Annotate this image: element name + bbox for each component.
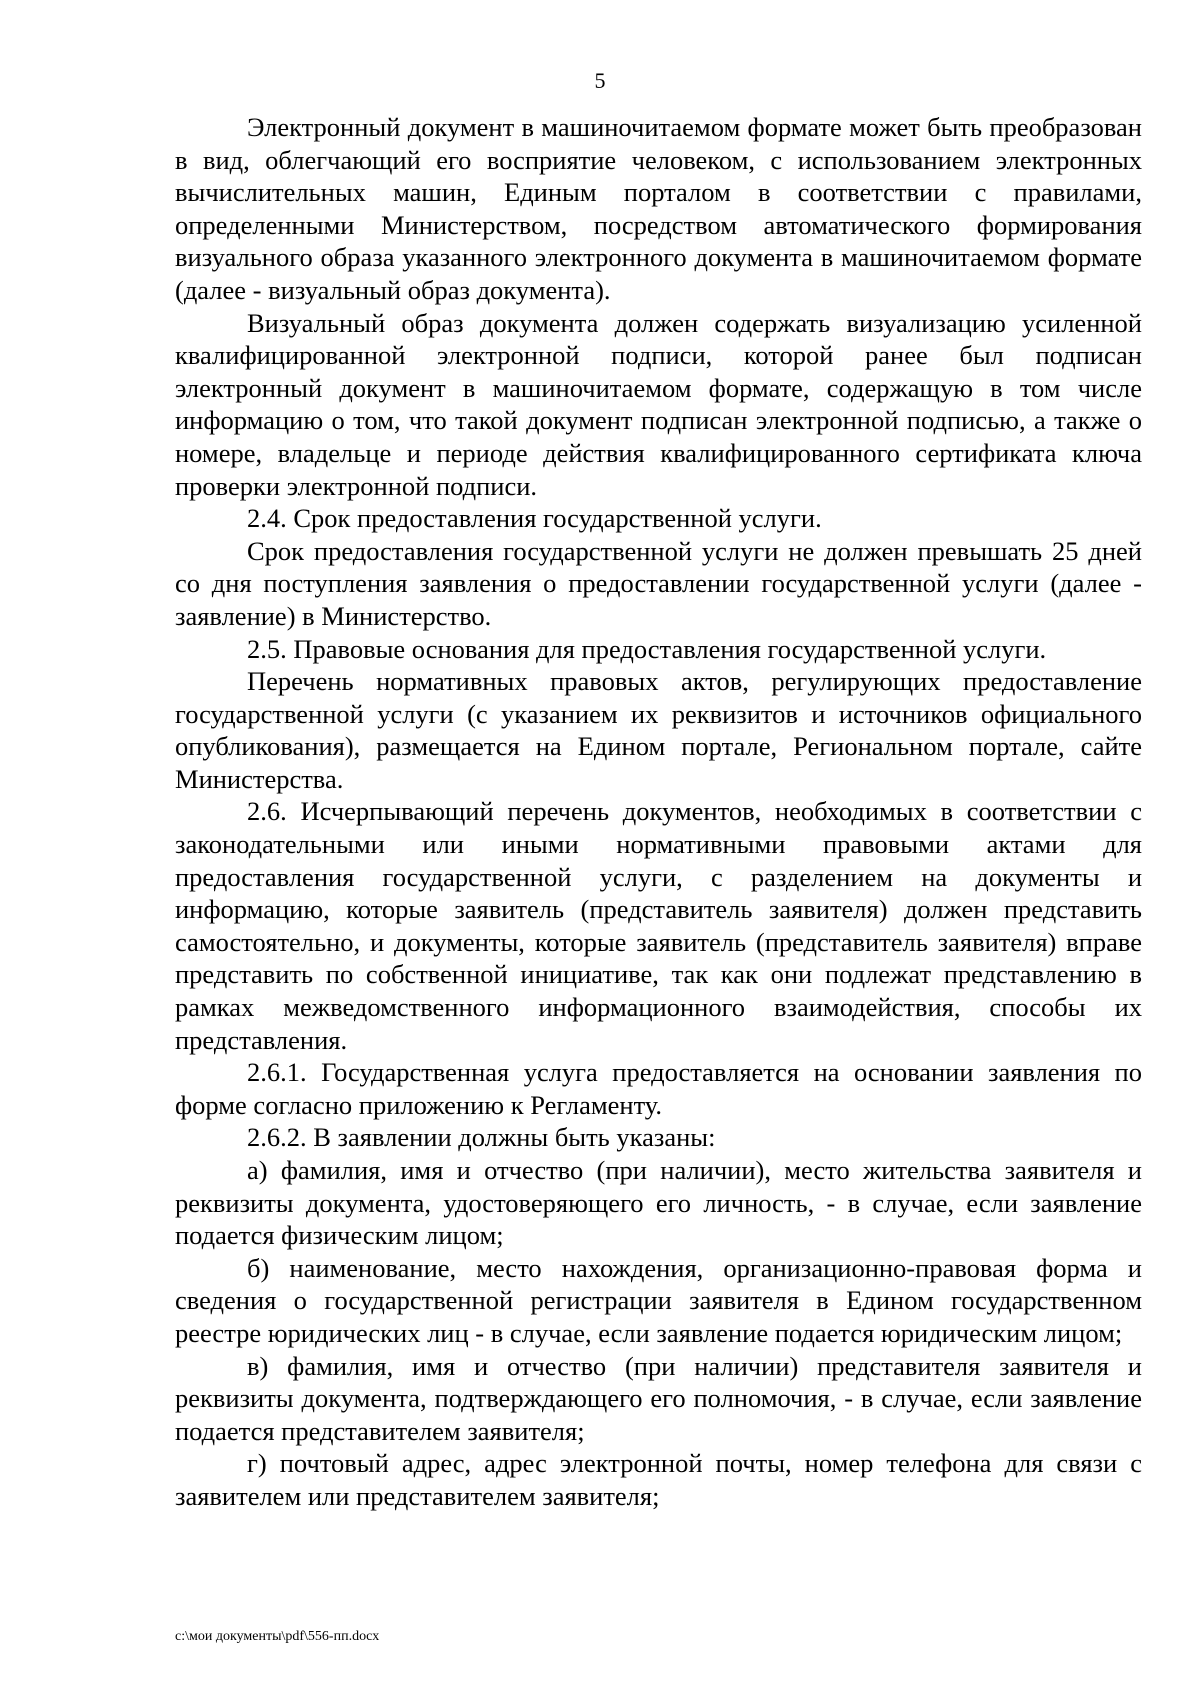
list-item-v: в) фамилия, имя и отчество (при наличии) представителя заявителя и реквизиты документа, подтверждающего его полномочия, - в случае, если заявление подается представителем заявителя;	[175, 1350, 1142, 1446]
section-heading-2-4: 2.4. Срок предоставления государственной услуги.	[247, 503, 822, 534]
list-item-g: г) почтовый адрес, адрес электронной почты, номер телефона для связи с заявителем или представителем заявителя;	[175, 1448, 1142, 1511]
paragraph-2-6-1: 2.6.1. Государственная услуга предоставляется на основании заявления по форме согласно приложению к Регламенту.	[175, 1057, 1142, 1120]
paragraph-service-term: Срок предоставления государственной услуги не должен превышать 25 дней со дня поступления заявления о предоставлении государственной услуги (далее - заявление) в Министерство.	[175, 535, 1142, 631]
list-item-a: а) фамилия, имя и отчество (при наличии), место жительства заявителя и реквизиты документа, удостоверяющего его личность, - в случае, если заявление подается физическим лицом;	[175, 1155, 1142, 1251]
list-item-b: б) наименование, место нахождения, организационно-правовая форма и сведения о государственной регистрации заявителя в Едином государственном реестре юридических лиц - в случае, если заявление подается юридическим лицом;	[175, 1252, 1142, 1348]
paragraph-legal-acts: Перечень нормативных правовых актов, регулирующих предоставление государственной услуги (с указанием их реквизитов и источников официального опубликования), размещается на Едином портале, Региональном портале, сайте Министерства.	[175, 666, 1142, 794]
section-heading-2-6: 2.6. Исчерпывающий перечень документов, необходимых в соответствии с законодательными или иными нормативными правовыми актами для предоставления государственной услуги, с разделением на документы и информацию, которые заявитель (представитель заявителя) должен представить самостоятельно, и документы, которые заявитель (представитель заявителя) вправе представить по собственной инициативе, так как они подлежат представлению в рамках межведомственного информационного взаимодействия, способы их представления.	[175, 796, 1142, 1055]
section-heading-2-5: 2.5. Правовые основания для предоставления государственной услуги.	[247, 633, 1047, 664]
page-number: 5	[594, 68, 606, 93]
paragraph-visual-conversion: Электронный документ в машиночитаемом формате может быть преобразован в вид, облегчающий его восприятие человеком, с использованием электронных вычислительных машин, Единым порталом в соответствии с правилами, определенными Министерством, посредством автоматического формирования визуального образа указанного электронного документа в машиночитаемом формате (далее - визуальный образ документа).	[175, 112, 1142, 305]
paragraph-2-6-2: 2.6.2. В заявлении должны быть указаны:	[247, 1122, 716, 1153]
paragraph-visual-signature: Визуальный образ документа должен содержать визуализацию усиленной квалифицированной электронной подписи, которой ранее был подписан электронный документ в машиночитаемом формате, содержащую в том числе информацию о том, что такой документ подписан электронной подписью, а также о номере, владельце и периоде действия квалифицированного сертификата ключа проверки электронной подписи.	[175, 307, 1142, 501]
document-body	[175, 111, 1142, 1513]
footer-file-path: c:\мои документы\pdf\556-пп.docx	[175, 1629, 380, 1644]
